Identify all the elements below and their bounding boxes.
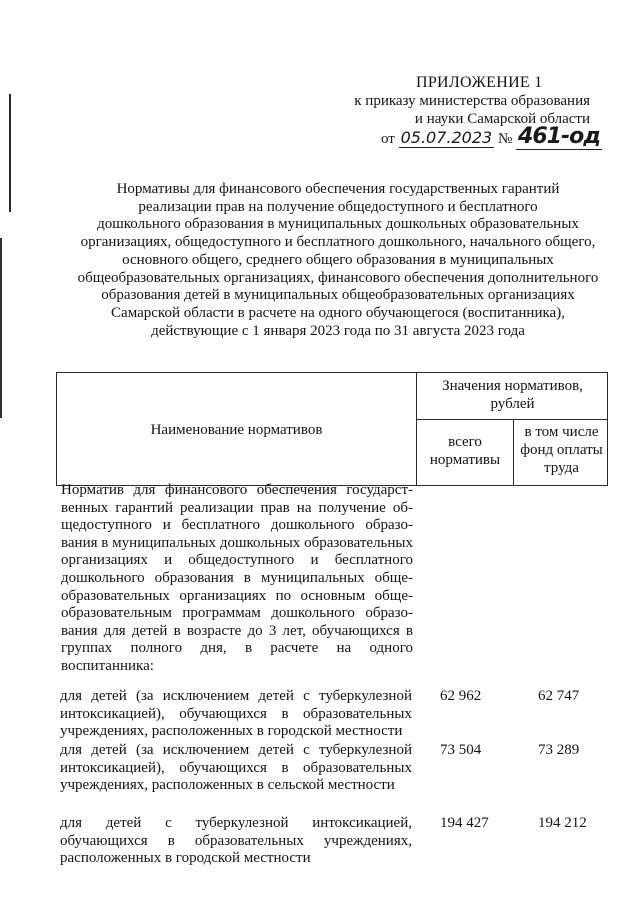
title-line: основного общего, среднего общего образования в муниципальных	[122, 251, 554, 268]
paragraph-line: образовательным программам дошкольного образо-	[61, 605, 413, 622]
row-line: для детей (за исключением детей с туберкулезной	[60, 742, 412, 758]
paragraph-line: группах полного дня, в расчете на одного	[61, 640, 413, 657]
row-description	[60, 688, 412, 741]
appendix-order-ref: к приказу министерства образования	[354, 93, 590, 109]
appendix-header	[340, 74, 600, 149]
paragraph-line: вания в муниципальных дошкольных образовательных	[61, 534, 413, 551]
row-description	[60, 815, 412, 868]
row-line: интоксикацией), обучающихся в образовательных	[60, 705, 412, 722]
handwritten-number: 461-од	[518, 124, 600, 149]
handwritten-date: 05.07.2023	[400, 128, 493, 147]
paragraph-line: щедоступного и бесплатного дошкольного образо-	[61, 517, 413, 534]
scan-edge-mark	[9, 94, 11, 212]
header-payroll-line: фонд оплаты	[520, 442, 603, 458]
paragraph-line: организациях и общедоступного и бесплатного	[61, 552, 413, 569]
row-line: обучающихся в образовательных учреждениях,	[60, 832, 412, 849]
paragraph-line: дошкольного образования в муниципальных обще-	[61, 569, 413, 586]
row-line: учреждениях, расположенных в городской местности	[60, 723, 403, 740]
row-line: для детей с туберкулезной интоксикацией,	[60, 815, 412, 831]
row-payroll-value: 73 289	[538, 742, 580, 758]
header-payroll-line: труда	[544, 460, 579, 476]
header-total	[417, 433, 513, 469]
title-line: общеобразовательных организациях, финансового обеспечения дополнительного	[77, 269, 599, 286]
norms-table-header	[56, 372, 608, 486]
title-line: дошкольного образования в муниципальных дошкольных образовательных	[97, 216, 579, 233]
title-line: Нормативы для финансового обеспечения государственных гарантий	[116, 181, 560, 197]
header-values	[417, 377, 608, 413]
title-line: образования детей в муниципальных общеобразовательных организациях	[101, 287, 575, 304]
row-total-value: 62 962	[440, 688, 482, 704]
row-payroll-value: 62 747	[538, 688, 580, 704]
appendix-ministry: и науки Самарской области	[414, 111, 590, 127]
paragraph-line: образовательных организациях по основным обще-	[61, 587, 413, 604]
header-total-line: всего	[448, 434, 482, 450]
row-line: интоксикацией), обучающихся в образовательных	[60, 759, 412, 776]
header-name: Наименование нормативов	[150, 422, 323, 438]
number-label: №	[497, 131, 513, 147]
from-label: от	[381, 131, 395, 147]
row-total-value: 194 427	[440, 815, 489, 831]
scan-edge-mark	[0, 238, 2, 418]
appendix-title: ПРИЛОЖЕНИЕ 1	[416, 74, 543, 91]
header-payroll	[514, 423, 609, 477]
header-values-line: Значения нормативов,	[442, 378, 583, 394]
paragraph-line: венных гарантий реализации прав на получение об-	[61, 499, 413, 516]
norm-main-paragraph	[61, 482, 413, 676]
header-payroll-line: в том числе	[524, 424, 599, 440]
row-description	[60, 742, 412, 795]
title-line: реализации прав на получение общедоступного и бесплатного	[138, 198, 538, 215]
row-line: учреждениях, расположенных в сельской местности	[60, 777, 395, 794]
title-line: действующие с 1 января 2023 года по 31 августа 2023 года	[151, 322, 525, 339]
row-payroll-value: 194 212	[538, 815, 587, 831]
header-total-line: нормативы	[429, 452, 501, 468]
row-line: для детей (за исключением детей с туберкулезной	[60, 688, 412, 704]
document-title	[70, 181, 606, 340]
paragraph-line: воспитанника:	[61, 657, 154, 674]
title-line: Самарской области в расчете на одного обучающегося (воспитанника),	[111, 304, 565, 321]
row-line: расположенных в городской местности	[60, 850, 311, 867]
paragraph-line: Норматив для финансового обеспечения государст-	[61, 482, 413, 498]
header-values-line: рублей	[490, 396, 535, 412]
paragraph-line: вания для детей в возрасте до 3 лет, обучающихся в	[61, 622, 413, 639]
table-divider	[416, 419, 607, 420]
row-total-value: 73 504	[440, 742, 482, 758]
title-line: организациях, общедоступного и бесплатного дошкольного, начального общего,	[80, 234, 596, 251]
appendix-date-number	[340, 124, 600, 149]
